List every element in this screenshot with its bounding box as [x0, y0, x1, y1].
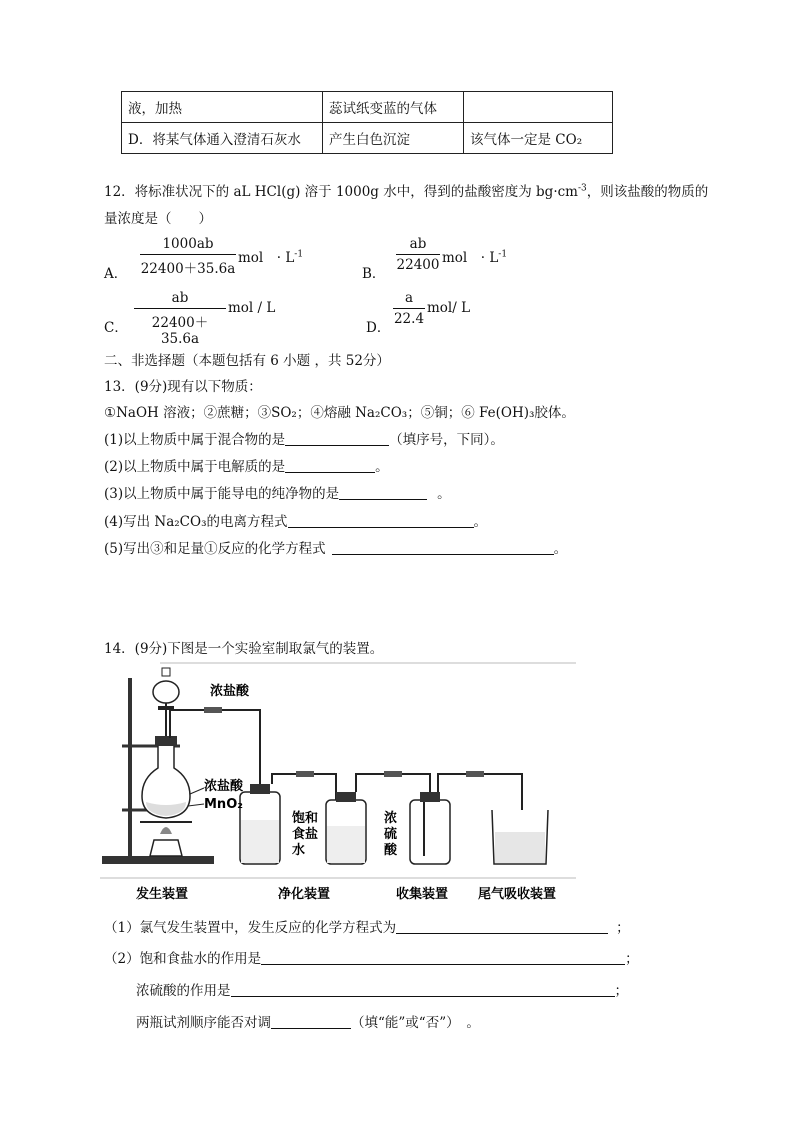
bottle-stopper: [420, 792, 440, 802]
numerator: 1000ab: [140, 236, 236, 255]
q12-text-b: ，则该盐酸的物质的: [586, 184, 709, 200]
table-cell: 产生白色沉淀: [323, 123, 464, 154]
chlorine-apparatus-figure: [100, 660, 578, 902]
prompt: (2)以上物质中属于电解质的是: [104, 459, 286, 475]
answer-blank[interactable]: [339, 485, 427, 500]
experiment-table: [121, 91, 613, 154]
prompt-end: 。: [553, 541, 568, 557]
answer-blank[interactable]: [396, 919, 608, 934]
answer-blank[interactable]: [288, 513, 474, 528]
prompt: (5)写出③和足量①反应的化学方程式: [104, 541, 326, 557]
table-row: [122, 123, 613, 154]
label-mno2: MnO₂: [204, 797, 243, 812]
funnel-stopper: [162, 668, 170, 676]
label-hcl-mid: 浓盐酸: [204, 779, 244, 794]
q14-part4: [136, 1011, 480, 1031]
sulfuric-liquid: [327, 826, 365, 863]
prompt-end: 。: [473, 514, 487, 530]
q13-title: 13．(9分)现有以下物质：: [104, 379, 262, 395]
q12-option-a-label: A．: [104, 266, 128, 282]
alcohol-lamp: [150, 840, 182, 856]
stand-base: [102, 856, 214, 864]
answer-blank[interactable]: [261, 950, 625, 965]
unit: mol · L: [238, 250, 295, 266]
table-cell: D．将某气体通入澄清石灰水: [122, 123, 323, 154]
rubber-joint: [384, 771, 402, 777]
q12-stem-line2: 量浓度是（ ）: [104, 211, 212, 227]
q14-part3: [136, 979, 628, 999]
caption-purification: 净化装置: [278, 887, 331, 902]
answer-blank[interactable]: [231, 982, 615, 997]
prompt: （2）饱和食盐水的作用是: [104, 951, 262, 967]
numerator: ab: [396, 236, 440, 255]
q14-part1: [104, 916, 630, 936]
q12-option-b-fraction: [396, 236, 440, 273]
unit-sup: -1: [294, 249, 304, 260]
caption-tail-gas: 尾气吸收装置: [478, 887, 557, 902]
beaker-solution: [495, 832, 545, 863]
q12-option-b-label: B．: [362, 266, 386, 282]
q13-part2: [104, 455, 389, 475]
flask-stopper: [155, 736, 177, 746]
q12-stem-line1: [104, 180, 708, 200]
answer-blank[interactable]: [285, 431, 389, 446]
label-brine-3: 水: [292, 843, 306, 858]
prompt-end: ；: [616, 920, 630, 936]
q12-option-c-fraction: [134, 290, 226, 347]
q12-sup: -3: [577, 183, 587, 194]
denominator: 22400: [396, 257, 440, 273]
prompt-end: ；: [625, 951, 639, 967]
rubber-joint: [296, 771, 314, 777]
q13-part5: [104, 537, 567, 557]
numerator: ab: [134, 290, 226, 309]
prompt-end: 。: [375, 459, 389, 475]
q13-part4: [104, 510, 487, 530]
q14-part2: [104, 947, 639, 967]
denominator: 22400＋35.6a: [140, 261, 236, 277]
label-h2so4-1: 浓: [384, 811, 398, 826]
table-cell: 蕊试纸变蓝的气体: [323, 92, 464, 123]
collection-bottle: [410, 800, 450, 864]
q12-option-c-unit: mol / L: [228, 300, 276, 316]
label-brine-1: 饱和: [292, 811, 319, 826]
q12-option-c-label: C．: [104, 320, 128, 336]
prompt: 两瓶试剂顺序能否对调: [136, 1015, 271, 1031]
prompt-end: 。: [437, 486, 451, 502]
funnel-bulb: [153, 681, 179, 703]
q13-part1: [104, 428, 504, 448]
section-heading: 二、非选择题（本题包括有 6 小题 ，共 52分）: [104, 353, 390, 369]
prompt: （1）氯气发生装置中，发生反应的化学方程式为: [104, 920, 397, 936]
denominator: 22400＋35.6a: [151, 315, 209, 347]
q12-option-a-unit: [238, 246, 303, 266]
q12-option-d-fraction: [393, 290, 425, 327]
prompt: (3)以上物质中属于能导电的纯净物的是: [104, 486, 340, 502]
prompt: (4)写出 Na₂CO₃的电离方程式: [104, 514, 288, 530]
label-h2so4-3: 酸: [384, 843, 398, 858]
prompt: 浓硫酸的作用是: [136, 983, 231, 999]
answer-blank[interactable]: [271, 1014, 351, 1029]
q12-option-b-unit: [442, 246, 507, 266]
table-cell: [464, 92, 613, 123]
unit: mol · L: [442, 250, 499, 266]
rubber-joint: [466, 771, 484, 777]
q12-text: 12．将标准状况下的 aL HCl(g) 溶于 1000g 水中，得到的盐酸密度为 bg·cm: [104, 184, 578, 200]
prompt: (1)以上物质中属于混合物的是: [104, 432, 286, 448]
stand-rod: [128, 678, 132, 858]
denominator: 22.4: [393, 311, 425, 327]
caption-generation: 发生装置: [136, 887, 189, 902]
brine-liquid: [241, 820, 279, 863]
label-h2so4-2: 硫: [384, 827, 398, 842]
numerator: a: [393, 290, 425, 309]
leader-line: [190, 788, 204, 794]
label-brine-2: 食盐: [292, 827, 319, 842]
label-hcl-top: 浓盐酸: [210, 684, 250, 699]
table-cell: 液，加热: [122, 92, 323, 123]
flame: [160, 827, 172, 834]
leader-line: [188, 804, 204, 806]
q12-option-a-fraction: [140, 236, 236, 277]
table-cell: 该气体一定是 CO₂: [464, 123, 613, 154]
q12-option-d-label: D．: [366, 320, 391, 336]
q14-title: 14．(9分)下图是一个实验室制取氯气的装置。: [104, 641, 384, 657]
bottle-stopper: [336, 792, 356, 802]
answer-blank[interactable]: [285, 458, 375, 473]
q12-option-d-unit: mol/ L: [427, 300, 471, 316]
bottle-stopper: [250, 784, 270, 794]
q13-part3: [104, 482, 451, 502]
caption-collection: 收集装置: [396, 887, 449, 902]
q13-items: ①NaOH 溶液；②蔗糖；③SO₂；④熔融 Na₂CO₃；⑤铜；⑥ Fe(OH)₃胶体。: [104, 405, 575, 421]
prompt-end: （填序号，下同）。: [389, 432, 504, 448]
prompt-end: ；: [614, 983, 628, 999]
table-row: [122, 92, 613, 123]
unit-sup: -1: [498, 249, 508, 260]
prompt-end: （填“能”或“否”） 。: [351, 1015, 480, 1031]
rubber-joint: [204, 707, 222, 713]
answer-blank[interactable]: [332, 540, 554, 555]
